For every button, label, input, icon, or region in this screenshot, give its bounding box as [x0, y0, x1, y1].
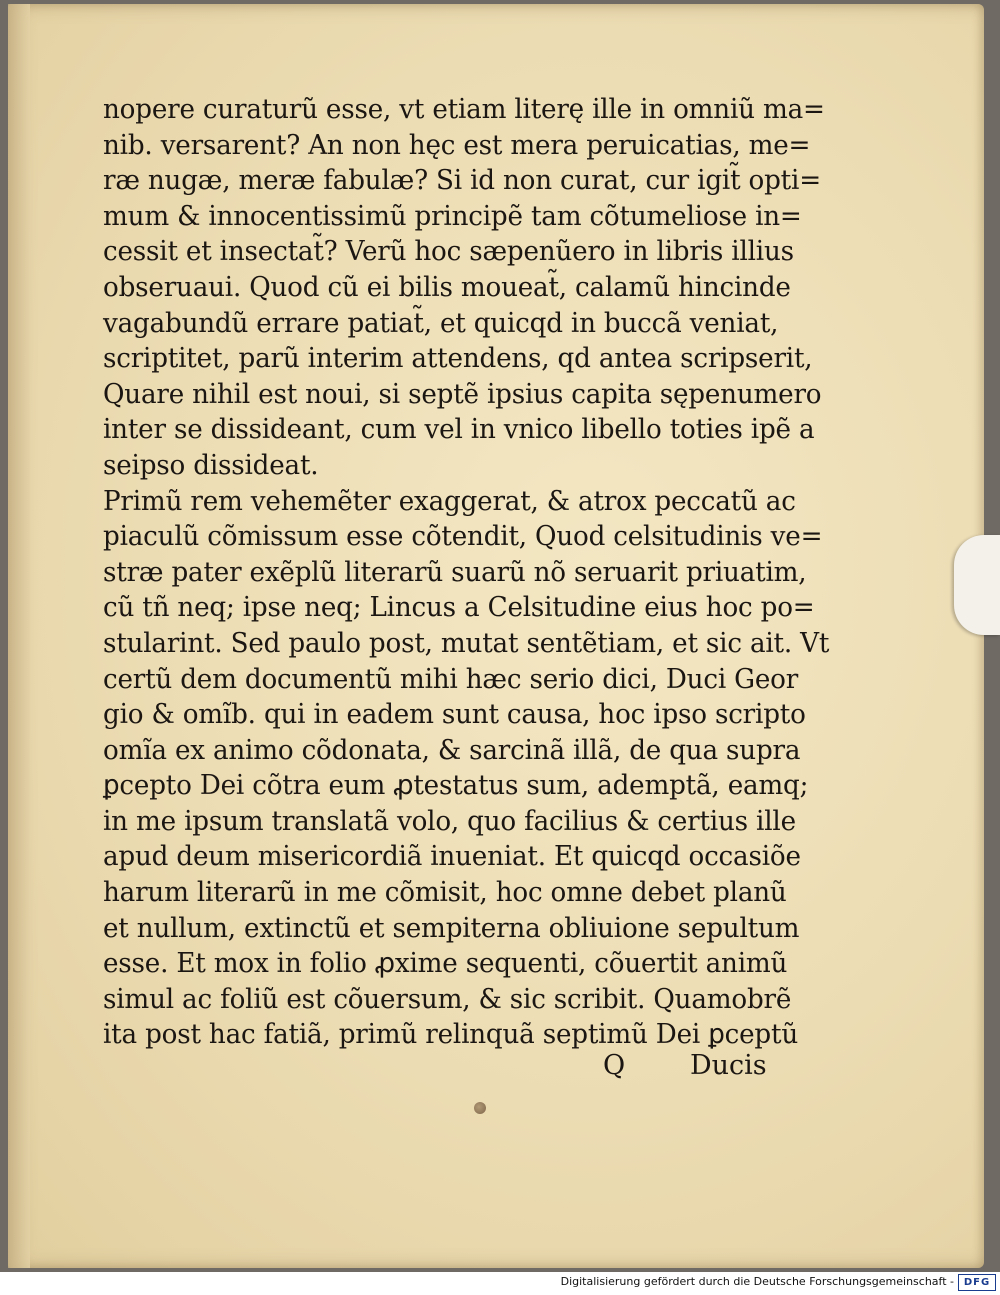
text-line: obseruaui. Quod cũ ei bilis moueat̃, calamũ hincinde	[103, 271, 791, 303]
footer-bar	[0, 1272, 1000, 1295]
text-line: gio & omĩb. qui in eadem sunt causa, hoc ipso scripto	[103, 699, 806, 731]
paper-wormhole	[474, 1102, 486, 1114]
text-line: stræ pater exẽplũ literarũ suarũ nõ seruarit priuatim,	[103, 556, 807, 588]
text-line: ita post hac fatiã, primũ relinquã septimũ Dei ꝑceptũ	[103, 1019, 799, 1051]
text-line: ræ nugæ, meræ fabulæ? Si id non curat, cur igit̃ opti=	[103, 165, 821, 197]
text-line: apud deum misericordiã inueniat. Et quicqd occasiõe	[103, 841, 801, 873]
text-line: et nullum, extinctũ et sempiterna obliuione sepultum	[103, 912, 800, 944]
text-line: seipso dissideat.	[103, 449, 319, 481]
text-line: simul ac foliũ est cõuersum, & sic scribit. Quamobrẽ	[103, 983, 792, 1015]
text-line: stularint. Sed paulo post, mutat sentẽtiam, et sic ait. Vt	[103, 627, 830, 659]
text-line: esse. Et mox in folio ꝓxime sequenti, cõuertit animũ	[103, 948, 788, 980]
text-line: Primũ rem vehemẽter exaggerat, & atrox peccatũ ac	[103, 485, 796, 517]
text-line: omĩa ex animo cõdonata, & sarcinã illã, de qua supra	[103, 734, 801, 766]
catchword: Ducis	[690, 1050, 767, 1081]
dfg-logo: DFG	[958, 1274, 996, 1291]
signature-mark: Q	[603, 1050, 626, 1081]
page-gutter-shadow	[8, 4, 30, 1268]
text-line: inter se dissideant, cum vel in vnico libello toties ipẽ a	[103, 414, 815, 446]
text-line: in me ipsum translatã volo, quo facilius & certius ille	[103, 805, 796, 837]
text-line: nib. versarent? An non hęc est mera peruicatias, me=	[103, 129, 811, 161]
page-tab-marker	[954, 535, 1000, 635]
text-line: scriptitet, parũ interim attendens, qd antea scripserit,	[103, 343, 813, 375]
text-line: certũ dem documentũ mihi hæc serio dici, Duci Geor	[103, 663, 799, 695]
text-line: ꝑcepto Dei cõtra eum ꝓtestatus sum, ademptã, eamq;	[103, 770, 809, 802]
funding-credit: Digitalisierung gefördert durch die Deutsche Forschungsgemeinschaft -	[560, 1275, 954, 1288]
text-line: cessit et insectat̃? Verũ hoc sæpenũero in libris illius	[103, 236, 794, 268]
text-line: nopere curaturũ esse, vt etiam literę ille in omniũ ma=	[103, 94, 825, 125]
page-text-block	[103, 92, 830, 1053]
text-line: Quare nihil est noui, si septẽ ipsius capita sępenumero	[103, 378, 822, 410]
text-line: piaculũ cõmissum esse cõtendit, Quod celsitudinis ve=	[103, 521, 823, 553]
text-line: cũ tñ neq; ipse neq; Lincus a Celsitudine eius hoc po=	[103, 592, 815, 624]
text-line: mum & innocentissimũ principẽ tam cõtumeliose in=	[103, 200, 802, 232]
text-line: vagabundũ errare patiat̃, et quicqd in buccã veniat,	[103, 307, 779, 339]
text-line: harum literarũ in me cõmisit, hoc omne debet planũ	[103, 877, 787, 909]
